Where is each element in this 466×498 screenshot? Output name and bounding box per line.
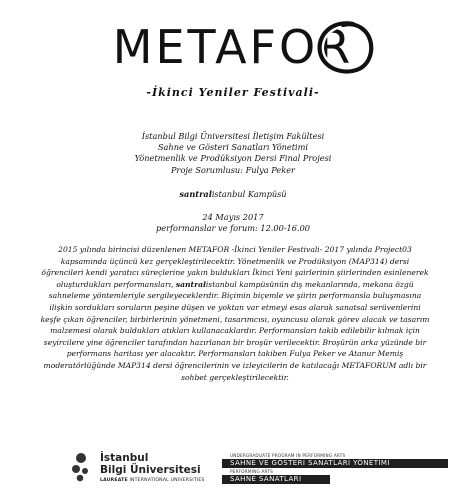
- description-bold: santral: [175, 279, 206, 289]
- bilgi-line-2: Bilgi Üniversitesi: [100, 464, 201, 476]
- bilgi-university-wordmark: [100, 452, 205, 483]
- event-times: performanslar ve forum: 12.00-16.00: [156, 223, 310, 234]
- description-part-1: 2015 yılında birincisi düzenlenen METAFOR -İkinci Yeniler Festivali- 2017 yılında Project03 kapsamında üçüncü kez gerçekleştirilecektir. Yönetmenlik ve Prodüksiyon (MAP314) dersi öğrencileri kendi yaratıcı süreçlerine yakın buldukları İkinci Yeni şairlerinin şiirlerinden esinlenerek oluşturdukları performansları,: [41, 245, 429, 289]
- venue-rest: istanbul Kampüsü: [211, 189, 287, 199]
- venue-bold: santral: [179, 189, 212, 199]
- info-line-course: Yönetmenlik ve Prodüksiyon Dersi Final Projesi: [134, 153, 332, 164]
- performing-arts-logo: [222, 453, 448, 485]
- laureate-rest: INTERNATIONAL UNIVERSITIES: [127, 478, 205, 483]
- laureate-bold: LAUREATE: [100, 478, 128, 483]
- bilgi-line-1: İstanbul: [100, 452, 149, 464]
- title-block: [0, 22, 466, 72]
- info-line-department: Sahne ve Gösteri Sanatları Yönetimi: [157, 142, 309, 153]
- festival-title: METAFOR: [112, 20, 354, 74]
- description-part-2: istanbul kampüsünün dış mekanlarında, mekana özgü sahneleme yöntemleriyle sergileyeceklerdir. Biçimin biçemle ve şiirin performansla buluşmasına ilişkin sordukları soruların peşine düşen ve yoktan var etmeyi esas alarak sanatsal serüvenlerini keşfe çıkan öğrenciler, birbirlerinin yönetmeni, tasarımcısı, oyuncusu olarak görev alacak ve tasarım malzemesi olarak buldukları atıkları kullanacaklardır. Performansları takib edilebilir kılmak için seyircilere yine öğrenciler tarafından hazırlanan bir broşür verilecektir. Broşürün arka yüzünde bir performans haritası yer alacaktır. Performansları takiben Fulya Peker ve Atanur Memiş moderatörlüğünde MAP314 dersi öğrencilerinin ve izleyicilerin de katılacağı METAFORUM adlı bir sohbet gerçekleştirilecektir.: [40, 279, 430, 382]
- organizer-info: [0, 131, 466, 176]
- sahne-bar-1: SAHNE VE GÖSTERİ SANATLARI YÖNETİMİ: [222, 459, 448, 468]
- event-date: 24 Mayıs 2017: [202, 212, 264, 222]
- sahne-bar-2: SAHNE SANATLARI: [222, 475, 330, 484]
- info-line-supervisor: Proje Sorumlusu: Fulya Peker: [171, 164, 295, 175]
- laureate-line: [100, 478, 205, 483]
- sahne-caption-1: UNDERGRADUATE PROGRAM IN PERFORMING ARTS: [230, 453, 346, 458]
- venue: [0, 189, 466, 200]
- schedule: [0, 212, 466, 234]
- description-paragraph: [40, 244, 430, 383]
- info-line-faculty: İstanbul Bilgi Üniversitesi İletişim Fakültesi: [141, 131, 325, 141]
- bilgi-university-logo-icon: [70, 452, 92, 482]
- festival-subtitle: -İkinci Yeniler Festivali-: [146, 86, 320, 99]
- sahne-caption-2: PERFORMING ARTS: [230, 469, 273, 474]
- enso-circle-icon: [313, 18, 377, 78]
- footer-logos: [0, 444, 466, 498]
